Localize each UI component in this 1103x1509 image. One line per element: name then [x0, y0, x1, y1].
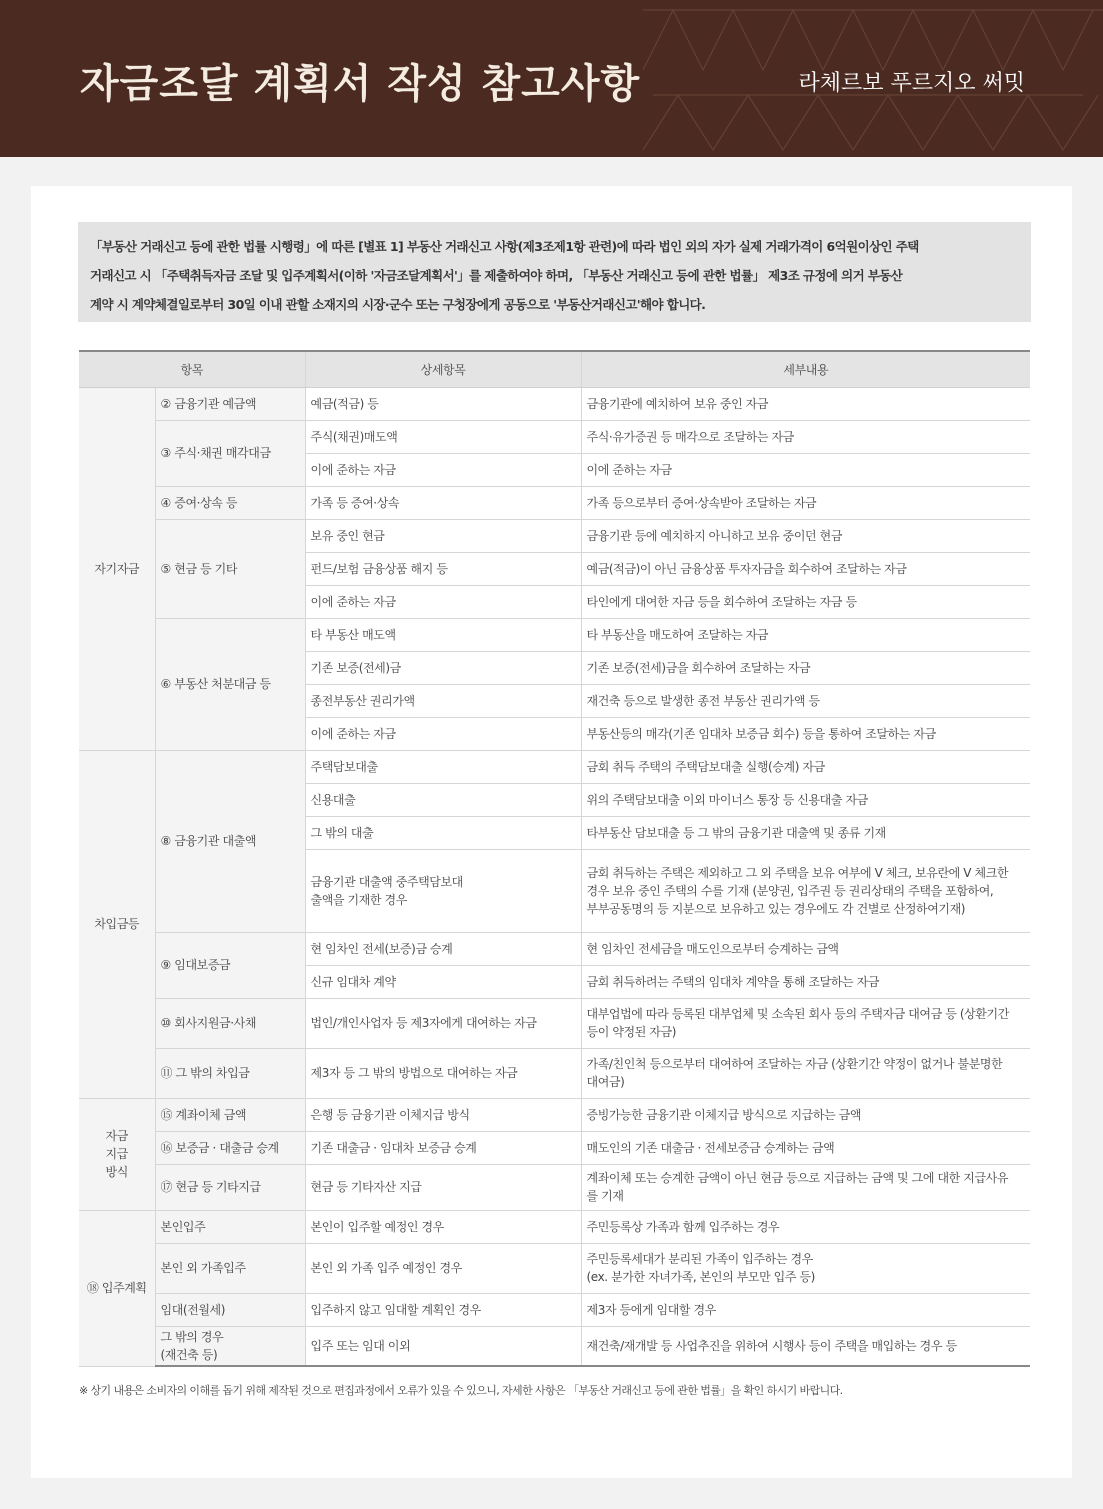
table-row [79, 1293, 1030, 1326]
sub-item: ⑰ 현금 등 기타지급 [155, 1164, 305, 1210]
intro-line: 「부동산 거래신고 등에 관한 법률 시행령」에 따른 [별표 1] 부동산 거래신고 사항(제3조제1항 관련)에 따라 법인 외의 자가 실제 거래가격이 6억원이상인 주택 [90, 239, 919, 254]
group-pay-line: 방식 [105, 1165, 128, 1179]
detail-cell: 그 밖의 대출 [305, 816, 581, 849]
content-cell: 주민등록상 가족과 함께 입주하는 경우 [581, 1210, 1030, 1243]
content-cell: 기존 보증(전세)금을 회수하여 조달하는 자금 [581, 651, 1030, 684]
content-cell: 가족 등으로부터 증여·상속받아 조달하는 자금 [581, 486, 1030, 519]
content-line: 주민등록세대가 분리된 가족이 입주하는 경우 [586, 1252, 813, 1266]
content-cell [581, 1164, 1030, 1210]
detail-cell: 가족 등 증여·상속 [305, 486, 581, 519]
header-detail: 상세항목 [305, 351, 581, 387]
content-cell: 주식·유가증권 등 매각으로 조달하는 자금 [581, 420, 1030, 453]
content-line: 를 기재 [586, 1189, 624, 1203]
detail-cell: 펀드/보험 금융상품 해지 등 [305, 552, 581, 585]
detail-cell: 이에 준하는 자금 [305, 717, 581, 750]
content-cell: 금융기관에 예치하여 보유 중인 자금 [581, 387, 1030, 420]
content-cell: 이에 준하는 자금 [581, 453, 1030, 486]
content-cell: 타 부동산을 매도하여 조달하는 자금 [581, 618, 1030, 651]
detail-cell: 기존 보증(전세)금 [305, 651, 581, 684]
group-pay [79, 1098, 155, 1210]
table-row [79, 420, 1030, 453]
sub-item: ⑩ 회사지원금·사채 [155, 998, 305, 1048]
sub-item [155, 1326, 305, 1366]
table-row [79, 486, 1030, 519]
page-header [0, 0, 1103, 157]
table-row [79, 618, 1030, 651]
content-cell: 금융기관 등에 예치하지 아니하고 보유 중이던 현금 [581, 519, 1030, 552]
intro-line: 거래신고 시 「주택취득자금 조달 및 입주계획서(이하 '자금조달계획서'」를 제출하여야 하며, 「부동산 거래신고 등에 관한 법률」 제3조 규정에 의거 부동산 [90, 268, 903, 283]
footnote: ※ 상기 내용은 소비자의 이해를 돕기 위해 제작된 것으로 편집과정에서 오류가 있을 수 있으니, 자세한 사항은 「부동산 거래신고 등에 관한 법률」을 확인 하시기 바랍니다. [79, 1384, 843, 1397]
sub-item: 본인 외 가족입주 [155, 1243, 305, 1293]
detail-cell: 신용대출 [305, 783, 581, 816]
sub-item: ⑯ 보증금 · 대출금 승계 [155, 1131, 305, 1164]
detail-line: 출액을 기재한 경우 [310, 892, 407, 907]
detail-cell: 법인/개인사업자 등 제3자에게 대여하는 자금 [305, 998, 581, 1048]
group-move: ⑱ 입주계획 [79, 1210, 155, 1366]
detail-cell: 입주 또는 임대 이외 [305, 1326, 581, 1366]
sub-item: ③ 주식·채권 매각대금 [155, 420, 305, 486]
sub-item: ⑪ 그 밖의 차입금 [155, 1048, 305, 1098]
detail-cell: 이에 준하는 자금 [305, 453, 581, 486]
table-header [79, 351, 1030, 387]
content-cell [581, 998, 1030, 1048]
group-borrow: 차입금등 [79, 750, 155, 1098]
detail-line: 금융기관 대출액 중주택담보대 [310, 874, 463, 889]
sub-item: ⑥ 부동산 처분대금 등 [155, 618, 305, 750]
content-line: 등이 약정된 자금) [586, 1025, 676, 1039]
group-pay-line: 지급 [105, 1147, 128, 1161]
sub-item: ② 금융기관 예금액 [155, 387, 305, 420]
content-cell: 재건축 등으로 발생한 종전 부동산 권리가액 등 [581, 684, 1030, 717]
content-line: 대부업법에 따라 등록된 대부업체 및 소속된 회사 등의 주택자금 대여금 등 (상환기간 [586, 1007, 1009, 1021]
funding-table [79, 350, 1030, 1367]
detail-cell: 현금 등 기타자산 지급 [305, 1164, 581, 1210]
header-item: 항목 [79, 351, 305, 387]
table-row [79, 1164, 1030, 1210]
brand-name: 라체르보 푸르지오 써밋 [798, 71, 1025, 96]
table-row [79, 1048, 1030, 1098]
group-pay-line: 자금 [105, 1129, 128, 1143]
table-row [79, 1131, 1030, 1164]
detail-cell: 제3자 등 그 밖의 방법으로 대여하는 자금 [305, 1048, 581, 1098]
table-row [79, 1243, 1030, 1293]
content-cell: 증빙가능한 금융기관 이체지급 방식으로 지급하는 금액 [581, 1098, 1030, 1131]
detail-cell: 입주하지 않고 임대할 계획인 경우 [305, 1293, 581, 1326]
detail-cell: 이에 준하는 자금 [305, 585, 581, 618]
content-cell [581, 1243, 1030, 1293]
content-line: (ex. 분가한 자녀가족, 본인의 부모만 입주 등) [586, 1270, 815, 1284]
content-line: 경우 보유 중인 주택의 수를 기재 (분양권, 입주권 등 권리상태의 주택을 포함하여, [586, 883, 994, 898]
table-row [79, 932, 1030, 965]
content-cell [581, 1048, 1030, 1098]
content-cell: 금회 취득하려는 주택의 임대차 계약을 통해 조달하는 자금 [581, 965, 1030, 998]
content-line: 가족/친인척 등으로부터 대여하여 조달하는 자금 (상환기간 약정이 없거나 불분명한 [586, 1057, 1003, 1071]
content-cell: 부동산등의 매각(기존 임대차 보증금 회수) 등을 통하여 조달하는 자금 [581, 717, 1030, 750]
detail-cell: 기존 대출금 · 임대차 보증금 승계 [305, 1131, 581, 1164]
page-title: 자금조달 계획서 작성 참고사항 [80, 61, 641, 107]
content-cell: 위의 주택담보대출 이외 마이너스 통장 등 신용대출 자금 [581, 783, 1030, 816]
header-content: 세부내용 [581, 351, 1030, 387]
sub-item: ④ 증여·상속 등 [155, 486, 305, 519]
detail-cell: 주식(채권)매도액 [305, 420, 581, 453]
content-cell: 현 임차인 전세금을 매도인으로부터 승계하는 금액 [581, 932, 1030, 965]
sub-item-line: 그 밖의 경우 [160, 1329, 224, 1344]
detail-cell: 주택담보대출 [305, 750, 581, 783]
detail-cell: 신규 임대차 계약 [305, 965, 581, 998]
sub-item: 임대(전월세) [155, 1293, 305, 1326]
table-row [79, 750, 1030, 783]
detail-cell: 예금(적금) 등 [305, 387, 581, 420]
table-row [79, 998, 1030, 1048]
sub-item-line: (재건축 등) [160, 1347, 218, 1362]
table-row [79, 387, 1030, 420]
detail-cell [305, 849, 581, 932]
detail-cell: 종전부동산 권리가액 [305, 684, 581, 717]
content-cell [581, 849, 1030, 932]
sub-item: ⑮ 계좌이체 금액 [155, 1098, 305, 1131]
table-row [79, 519, 1030, 552]
detail-cell: 현 임차인 전세(보증)금 승계 [305, 932, 581, 965]
intro-box [78, 222, 1031, 322]
content-line: 대여금) [586, 1075, 625, 1089]
table-row [79, 1210, 1030, 1243]
content-line: 부부공동명의 등 지분으로 보유하고 있는 경우에도 각 건별로 산정하여기재) [586, 901, 966, 916]
detail-cell: 타 부동산 매도액 [305, 618, 581, 651]
content-line: 계좌이체 또는 승계한 금액이 아닌 현금 등으로 지급하는 금액 및 그에 대한 지급사유 [586, 1171, 1009, 1185]
sub-item: ⑤ 현금 등 기타 [155, 519, 305, 618]
content-line: 금회 취득하는 주택은 제외하고 그 외 주택을 보유 여부에 V 체크, 보유란에 V 체크한 [586, 865, 1009, 880]
sub-item: 본인입주 [155, 1210, 305, 1243]
detail-cell: 본인이 입주할 예정인 경우 [305, 1210, 581, 1243]
sub-item: ⑧ 금융기관 대출액 [155, 750, 305, 932]
sub-item: ⑨ 임대보증금 [155, 932, 305, 998]
content-cell: 매도인의 기존 대출금 · 전세보증금 승계하는 금액 [581, 1131, 1030, 1164]
intro-line: 계약 시 계약체결일로부터 30일 이내 관할 소재지의 시장·군수 또는 구청장에게 공동으로 '부동산거래신고'해야 합니다. [90, 297, 706, 312]
content-cell: 재건축/재개발 등 사업추진을 위하여 시행사 등이 주택을 매입하는 경우 등 [581, 1326, 1030, 1366]
table-row [79, 1098, 1030, 1131]
group-own: 자기자금 [79, 387, 155, 750]
content-cell: 타부동산 담보대출 등 그 밖의 금융기관 대출액 및 종류 기재 [581, 816, 1030, 849]
content-cell: 제3자 등에게 임대할 경우 [581, 1293, 1030, 1326]
detail-cell: 본인 외 가족 입주 예정인 경우 [305, 1243, 581, 1293]
detail-cell: 보유 중인 현금 [305, 519, 581, 552]
content-cell: 예금(적금)이 아닌 금융상품 투자자금을 회수하여 조달하는 자금 [581, 552, 1030, 585]
content-cell: 타인에게 대여한 자금 등을 회수하여 조달하는 자금 등 [581, 585, 1030, 618]
content-cell: 금회 취득 주택의 주택담보대출 실행(승계) 자금 [581, 750, 1030, 783]
detail-cell: 은행 등 금융기관 이체지급 방식 [305, 1098, 581, 1131]
table-row [79, 1326, 1030, 1366]
content-card [31, 186, 1072, 1478]
